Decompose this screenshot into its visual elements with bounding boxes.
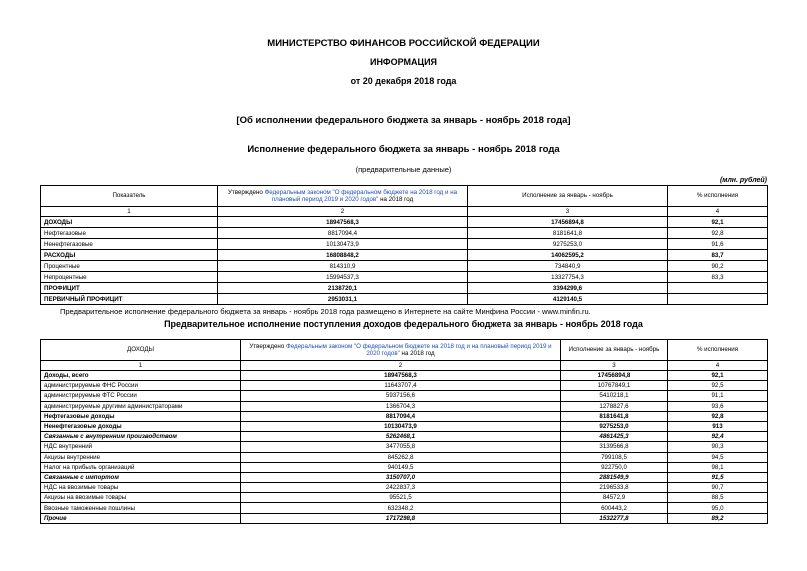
header-approved: Утверждено Федеральным законом "О федеральном бюджете на 2018 год и на плановый период 2019 и 2020 годов" на 2018 год [218,186,468,207]
revenue-execution-table [40,339,768,524]
table-row: НДС на ввозимые товары 2422837,3 2196533,8 90,7 [41,483,768,493]
units-label: (млн. рублей) [719,177,767,184]
table-row: ДОХОДЫ 18947568,3 17456894,8 92,1 [41,217,768,228]
header-percent: % исполнения [668,186,768,207]
table-row: Акцизы на ввозимые товары 95521,5 84572,9 88,5 [41,493,768,503]
table-row: Акцизы внутренние 845262,8 799108,5 94,5 [41,452,768,462]
budget-execution-table [40,185,768,305]
table-row: Ввозные таможенные пошлины 632348,2 600443,2 95,0 [41,503,768,513]
table-row: Связанные с внутренним производством 5262468,1 4861425,3 92,4 [41,432,768,442]
table-row: Связанные с импортом 3150707,0 2881549,9 91,5 [41,472,768,482]
document-date: от 20 декабря 2018 года [350,76,457,86]
table-row: РАСХОДЫ 16808848,2 14062595,2 83,7 [41,250,768,261]
table-row: Нефтегазовые 8817094,4 8181641,8 92,8 [41,228,768,239]
table-row: администрируемые ФТС России 5937156,6 5410218,1 91,1 [41,391,768,401]
column-numbers-row: 1 2 3 4 [41,361,768,371]
header-execution: Исполнение за январь - ноябрь [561,340,668,361]
header-indicator: Показатель [41,186,218,207]
header-percent: % исполнения [668,340,768,361]
table1-title: Исполнение федерального бюджета за январь - ноябрь 2018 года [247,144,560,155]
table-row: Процентные 814310,9 734840,9 90,2 [41,261,768,272]
website-note: Предварительное исполнение федерального бюджета за январь - ноябрь 2018 года размещено в Интернете на сайте Минфина России - www.minfin.ru. [60,307,591,316]
preliminary-note: (предварительные данные) [355,165,452,174]
table2-title: Предварительное исполнение поступления доходов федерального бюджета за январь - ноябрь 2018 года [164,319,643,329]
table-row: Непроцентные 15994537,3 13327754,3 83,3 [41,272,768,283]
table-row: Нефтегазовые доходы 8817094,4 8181641,8 92,8 [41,411,768,421]
header-approved: Утверждено Федеральным законом "О федеральном бюджете на 2018 год и на плановый период 2019 и 2020 годов" на 2018 год [241,340,561,361]
federal-law-link[interactable]: Федеральным законом "О федеральном бюджете на 2018 год и на плановый период 2019 и 2020 годов" [286,342,552,357]
table-row: администрируемые другими администраторами 1366704,3 1278827,6 93,6 [41,401,768,411]
header-execution: Исполнение за январь - ноябрь [468,186,668,207]
info-heading: ИНФОРМАЦИЯ [369,57,438,67]
table-row: Прочие 1717298,8 1532277,8 89,2 [41,513,768,523]
table-row: ПРОФИЦИТ 2138720,1 3394299,6 [41,283,768,294]
table-row: Доходы, всего 18947568,3 17456894,8 92,1 [41,371,768,381]
table-row: НДС внутренний 3477055,8 3139566,8 90,3 [41,442,768,452]
header-indicator: ДОХОДЫ [41,340,241,361]
column-numbers-row: 1 2 3 4 [41,207,768,217]
table-row: ПЕРВИЧНЫЙ ПРОФИЦИТ 2953031,1 4129140,5 [41,294,768,305]
table-row: Ненефтегазовые доходы 10130473,9 9275253,0 913 [41,421,768,431]
ministry-title: МИНИСТЕРСТВО ФИНАНСОВ РОССИЙСКОЙ ФЕДЕРАЦИИ [267,38,540,49]
document-subject: [Об исполнении федерального бюджета за январь - ноябрь 2018 года] [236,115,571,126]
table-row: Ненефтегазовые 10130473,9 9275253,0 91,6 [41,239,768,250]
table-row: Налог на прибыль организаций 940149,5 922750,0 98,1 [41,462,768,472]
table-row: администрируемые ФНС России 11643707,4 10767849,1 92,5 [41,381,768,391]
federal-law-link[interactable]: Федеральным законом "О федеральном бюджете на 2018 год и на плановый период 2019 и 2020 годов" [264,188,458,203]
